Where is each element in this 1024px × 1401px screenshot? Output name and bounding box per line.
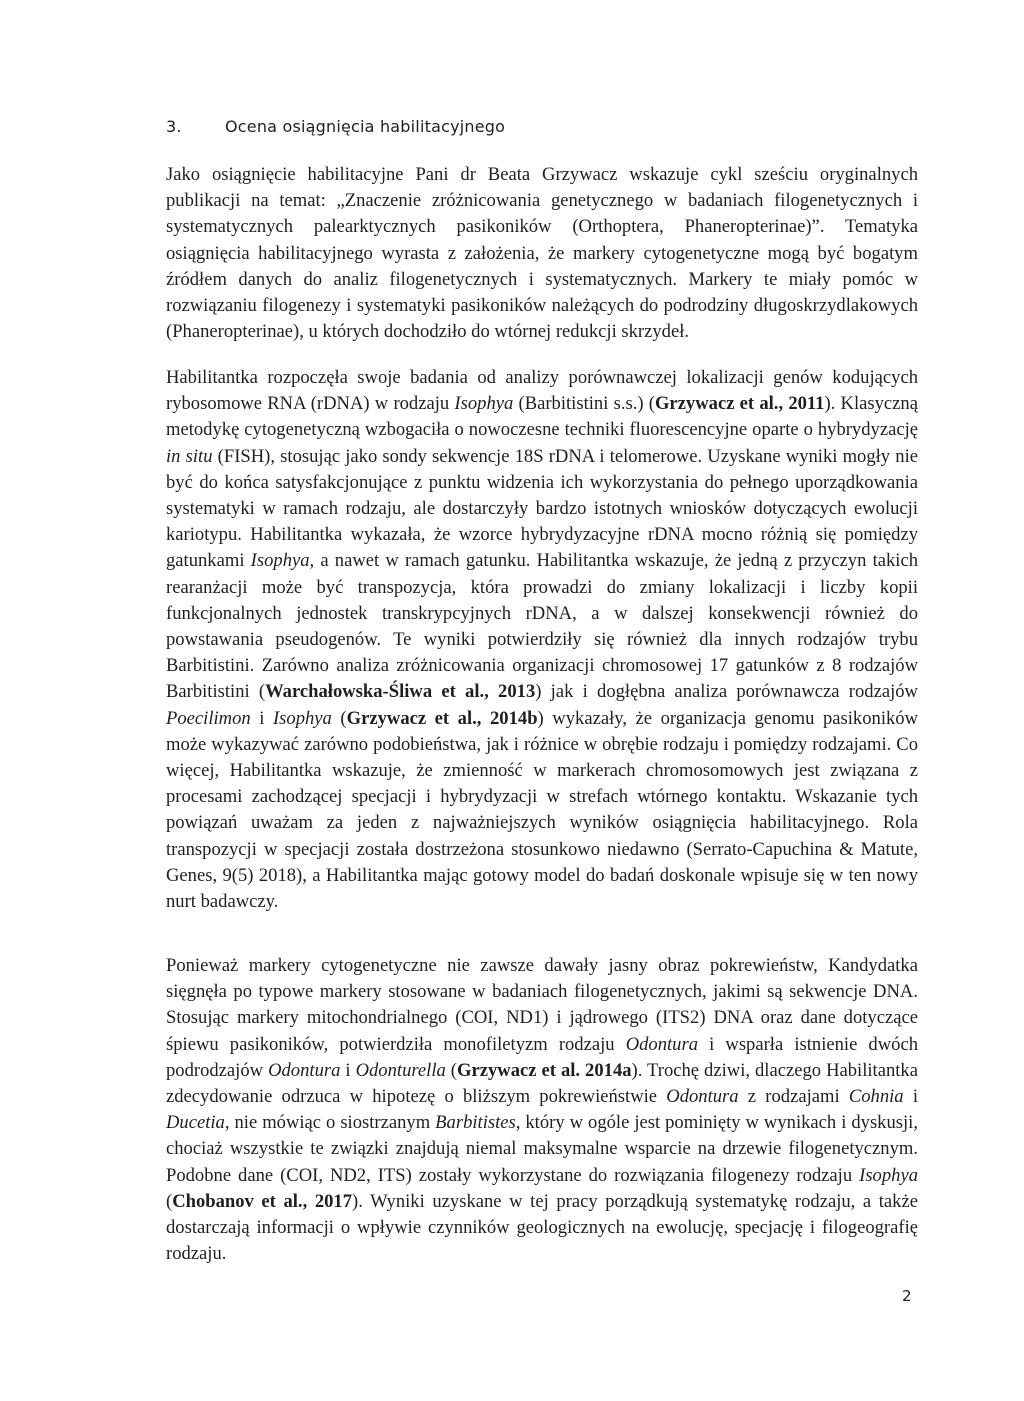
paragraph-3 xyxy=(166,953,918,1267)
paragraph-text: ). Trochę dziwi, dlaczego Habilitantka zdecydowanie odrzuca w hipotezę o bliższym pokrewieństwie xyxy=(166,1059,918,1108)
paragraph-2 xyxy=(166,365,918,915)
latin-term: in situ xyxy=(166,445,213,467)
section-number: 3. xyxy=(166,117,182,136)
genus-name: Odonturella xyxy=(355,1059,446,1081)
paragraph-text: i xyxy=(340,1059,356,1081)
paragraph-text: i wsparła istnienie dwóch podrodzajów xyxy=(166,1033,919,1081)
genus-name: Odontura xyxy=(268,1059,341,1081)
paragraph-text: a nawet w ramach gatunku. Habilitantka wskazuje, że jedną z przyczyn takich rearanżacji może być transpozycja, która prowadzi do zmiany lokalizacji i liczby kopii funkcjonalnych jednostek transkrypcyjnych rDNA, a w dalszej konsekwencji również do powstawania pseudogenów. Te wyniki potwierdziły się również dla innych rodzajów trybu Barbitistini. Zarówno analiza zróżnicowania organizacji chromosowej 17 gatunków z 8 rodzajów Barbitistini ( xyxy=(166,550,918,703)
genus-name: Barbitistes xyxy=(435,1112,516,1134)
paragraph-text: Habilitantka rozpoczęła swoje badania od analizy porównawczej lokalizacji genów kodujących rybosomowe RNA (rDNA) w rodzaju xyxy=(166,367,918,415)
paragraph-text: i xyxy=(903,1086,918,1108)
genus-name: Poecilimon xyxy=(166,707,251,729)
paragraph-text: ). Wyniki uzyskane w tej pracy porządkują systematykę rodzaju, a także dostarczają informacji o wpływie czynników geologicznych na ewolucję, specjację i filogeografię rodzaju. xyxy=(166,1190,918,1265)
paragraph-text: , który w ogóle jest pominięty w wynikach i dyskusji, chociaż wszystkie te związki znajdują niemal maksymalne wsparcie na drzewie filogenetycznym. Podobne dane (COI, ND2, ITS) zostały wykorzystane do rozwiązania filogenezy rodzaju xyxy=(166,1112,918,1186)
paragraph-text: ) jak i dogłębna analiza porównawcza rodzajów xyxy=(535,681,918,703)
genus-name: Isophya xyxy=(272,707,332,729)
section-heading xyxy=(166,117,505,136)
genus-name: Ducetia xyxy=(166,1112,225,1134)
paragraph-text: Jako osiągnięcie habilitacyjne Pani dr Beata Grzywacz wskazuje cykl sześciu oryginalnych publikacji na temat: „Znaczenie zróżnicowania genetycznego w badaniach filogenetycznych i systematycznych palearktycznych pasikoników (Orthoptera, Phaneropterinae)”. Tematyka osiągnięcia habilitacyjnego wyrasta z założenia, że markery cytogenetyczne mogą być bogatym źródłem danych do analiz filogenetycznych i systematycznych. Markery te miały pomóc w rozwiązaniu filogenezy i systematyki pasikoników należących do podrodziny długoskrzydlakowych (Phaneropterinae), u których dochodziło do wtórnej redukcji skrzydeł. xyxy=(166,164,918,343)
paragraph-text: z rodzajami xyxy=(738,1086,849,1108)
genus-name: Isophya xyxy=(859,1164,918,1186)
citation: Chobanov et al., 2017 xyxy=(172,1190,353,1212)
paragraph-text: Ponieważ markery cytogenetyczne nie zawsze dawały jasny obraz pokrewieństw, Kandydatka sięgnęła po typowe markery stosowane w badaniach filogenetycznych, jakimi są sekwencje DNA. Stosując markery mitochondrialnego (COI, ND1) i jądrowego (ITS2) DNA oraz dane dotyczące śpiewu pasikoników, potwierdziła monofiletyzm rodzaju xyxy=(166,955,918,1055)
section-title: Ocena osiągnięcia habilitacyjnego xyxy=(225,117,506,136)
genus-name: Odontura xyxy=(625,1033,699,1055)
citation: Warchałowska-Śliwa et al., 2013 xyxy=(265,681,536,703)
genus-name: Isophya xyxy=(454,393,514,415)
genus-name: Odontura xyxy=(666,1086,739,1108)
paragraph-text: , nie mówiąc o siostrzanym xyxy=(224,1112,436,1134)
citation: Grzywacz et al. 2014a xyxy=(457,1059,632,1081)
paragraph-text: (FISH), stosując jako sondy sekwencje 18S rDNA i telomerowe. Uzyskane wyniki mogły nie być do końca satysfakcjonujące z punktu widzenia ich wykorzystania do pełnego uporządkowania systematyki w ramach rodzaju, ale dostarczyły bardzo istotnych wniosków dotyczących ewolucji kariotypu. Habilitantka wykazała, że wzorce hybrydyzacyjne rDNA mocno różnią się pomiędzy gatunkami xyxy=(166,445,918,572)
page-number: 2 xyxy=(902,1287,912,1305)
paragraph-text: ) wykazały, że organizacja genomu pasikoników może wykazywać zarówno podobieństwa, jak i różnice w obrębie rodzaju i pomiędzy rodzajami. Co więcej, Habilitantka wskazuje, że zmienność w markerach chromosomowych jest związana z procesami zachodzącej specjacji i hybrydyzacji w strefach wtórnego kontaktu. Wskazanie tych powiązań uważam za jeden z najważniejszych wyników osiągnięcia habilitacyjnego. Rola transpozycji w specjacji została dostrzeżona stosunkowo niedawno (Serrato-Capuchina & Matute, Genes, 9(5) 2018), a Habilitantka mając gotowy model do badań doskonale wpisuje się w ten nowy nurt badawczy. xyxy=(166,707,919,913)
paragraph-text: (Barbitistini s.s.) ( xyxy=(513,393,655,415)
paragraph-text: ). Klasyczną metodykę cytogenetyczną wzbogaciła o nowoczesne techniki fluorescencyjne oparte o hybrydyzację xyxy=(166,393,918,441)
paragraph-text: ( xyxy=(166,1190,173,1212)
citation: Grzywacz et al., 2014b xyxy=(346,707,538,729)
genus-name: Isophya, xyxy=(250,550,315,572)
citation: Grzywacz et al., 2011 xyxy=(654,393,825,415)
paragraph-1 xyxy=(166,162,918,345)
genus-name: Cohnia xyxy=(848,1086,904,1108)
paragraph-text: ( xyxy=(331,707,347,729)
paragraph-text: ( xyxy=(445,1059,457,1081)
paragraph-text: i xyxy=(250,707,273,729)
